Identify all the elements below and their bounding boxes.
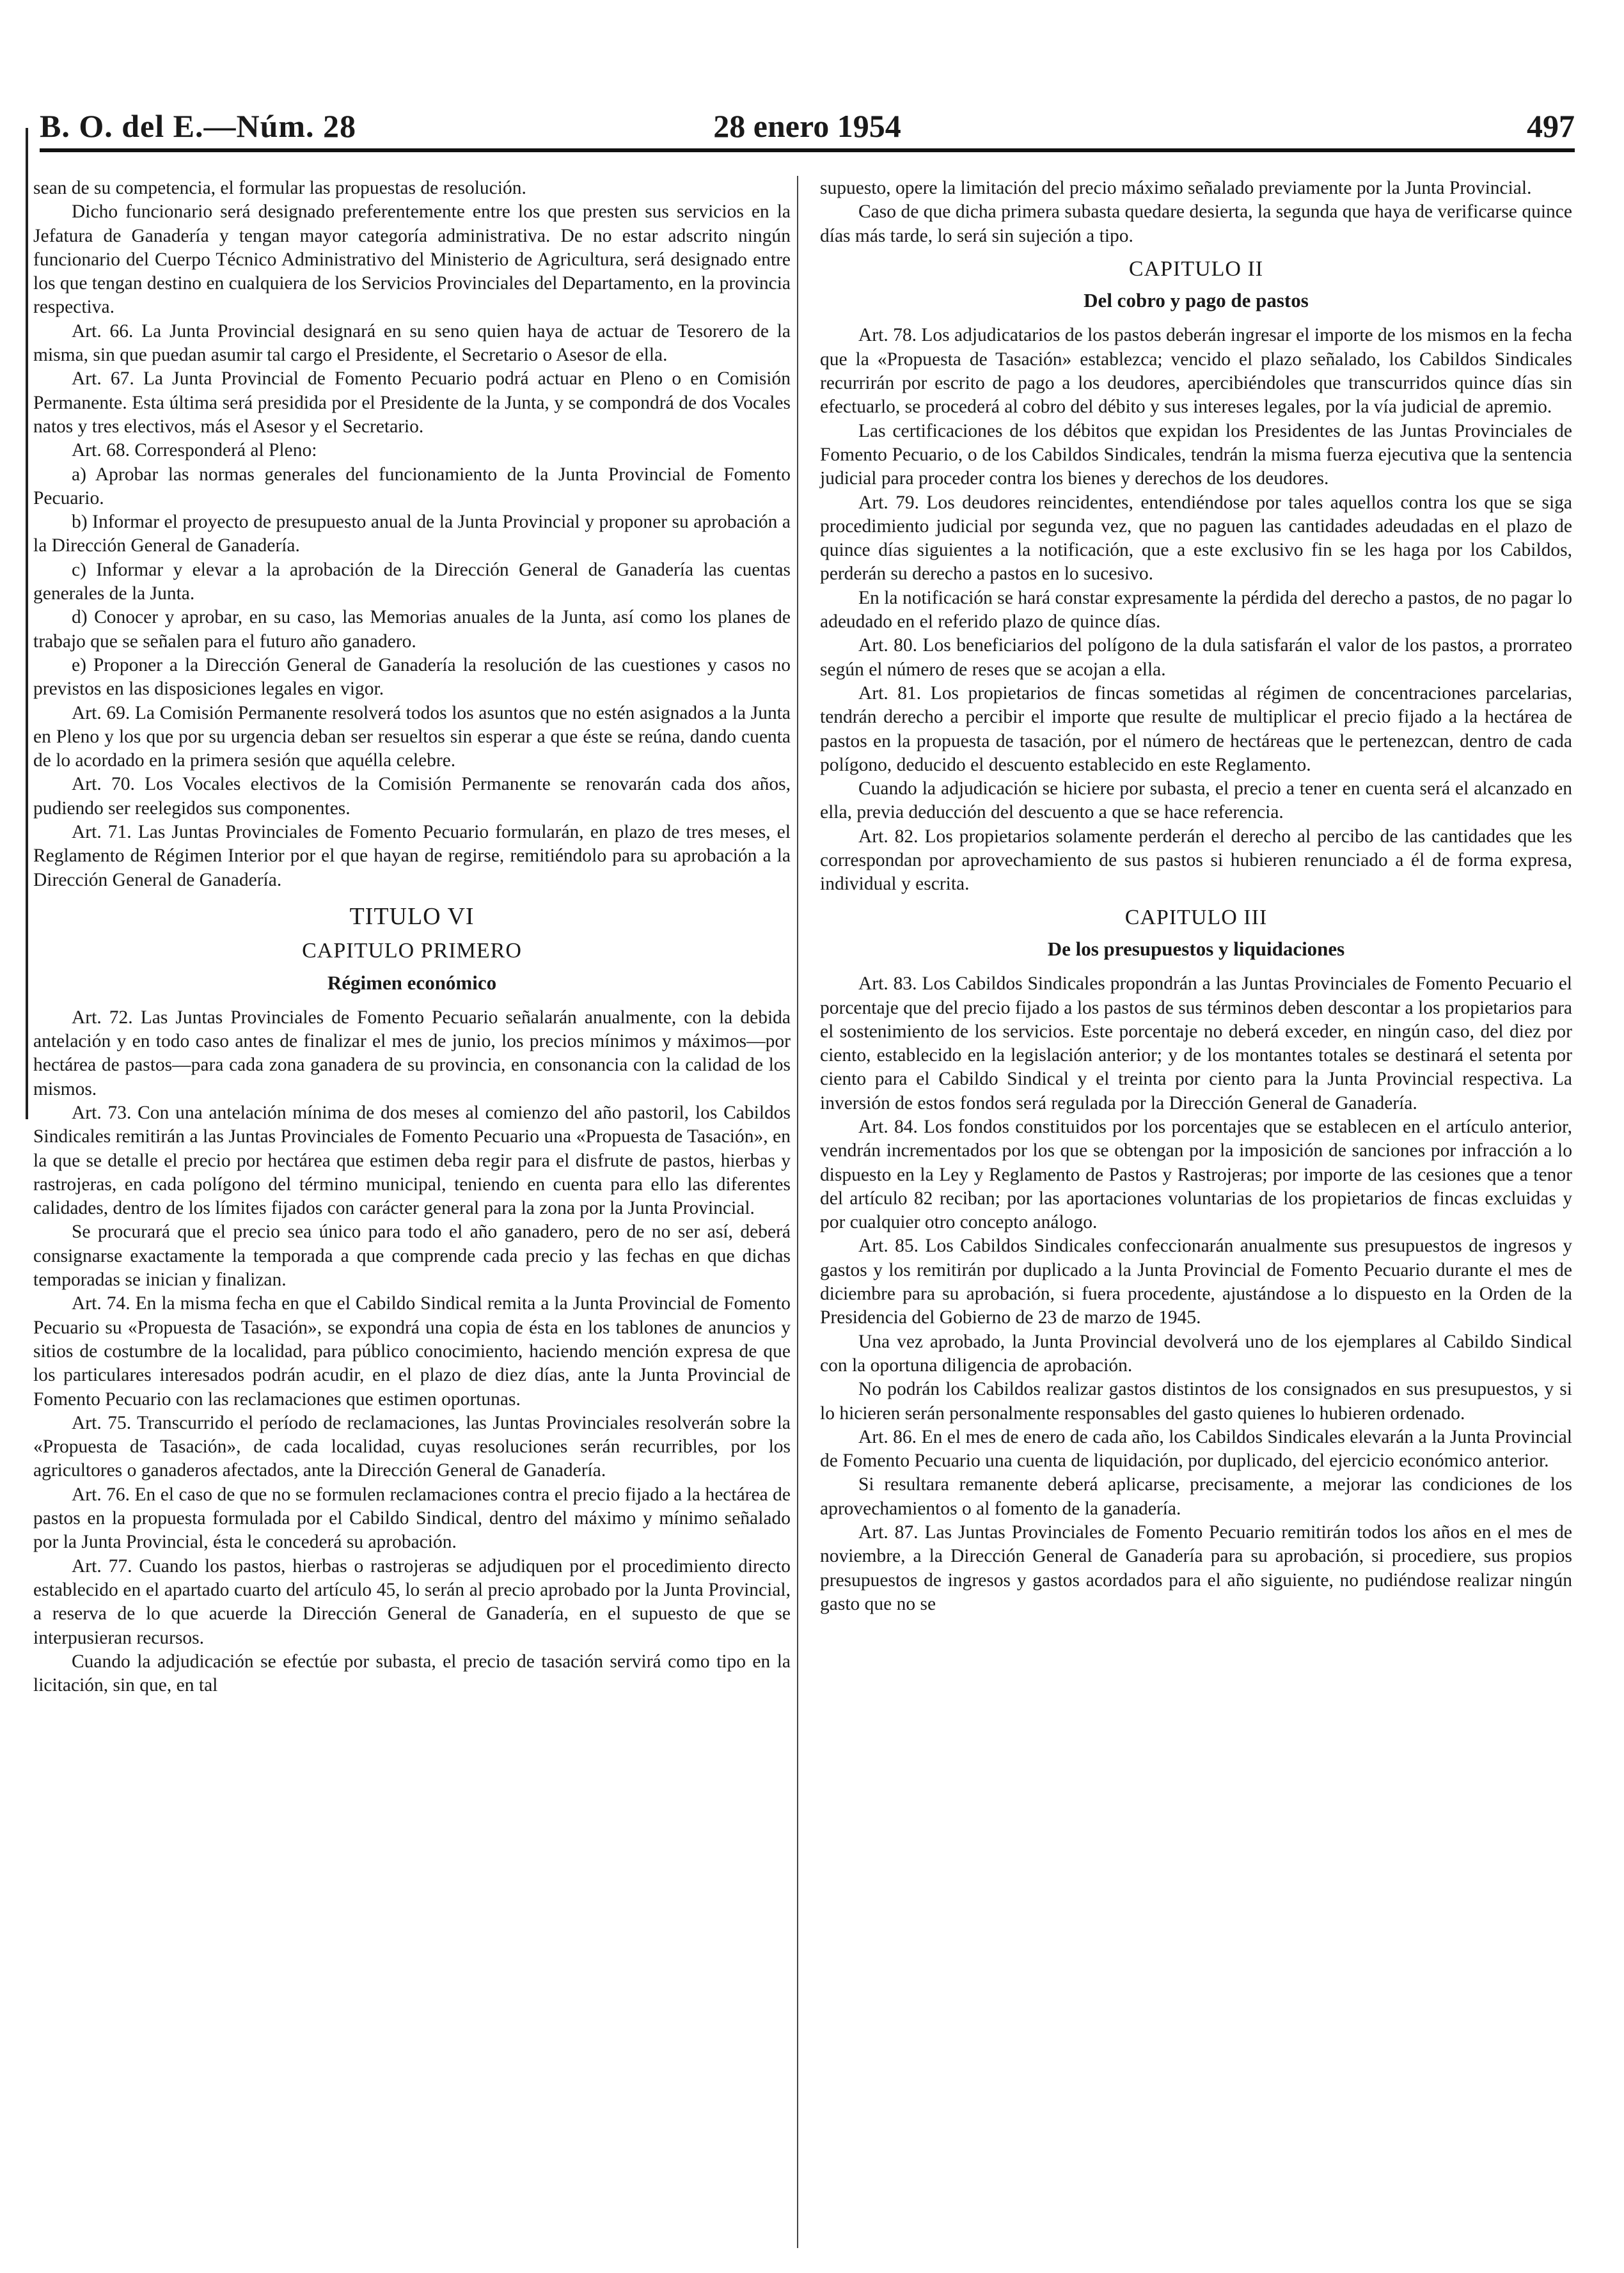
section-heading: Régimen económico	[327, 971, 497, 994]
paragraph: Cuando la adjudicación se efectúe por subasta, el precio de tasación servirá como tipo en la licitación, sin que, en tal	[33, 1651, 791, 1696]
article-70: Art. 70. Los Vocales electivos de la Comisión Permanente se renovarán cada dos años, pudiendo ser reelegidos sus componentes.	[33, 774, 791, 819]
article-83: Art. 83. Los Cabildos Sindicales propondrán a las Juntas Provinciales de Fomento Pecuario el porcentaje que del precio fijado a los pastos de sus términos deben descontar a los propietarios para el sostenimiento de los servicios. Este porcentaje no deberá exceder, en ningún caso, del diez por ciento, establecido en la legislación anterior; y de los montantes totales se destinará el setenta por ciento para el Cabildo Sindical y el treinta por ciento para la Junta Provincial respectiva. La inversión de estos fondos será regulada por la Dirección General de Ganadería.	[820, 973, 1572, 1113]
title-heading: TITULO VI	[349, 902, 475, 930]
section-heading: Del cobro y pago de pastos	[1084, 289, 1309, 312]
article-82: Art. 82. Los propietarios solamente perderán el derecho al percibo de las cantidades que les correspondan por aprovechamiento de sus pastos si hubieren renunciado a él de forma expresa, individual y escrita.	[820, 826, 1572, 895]
paragraph: Caso de que dicha primera subasta quedare desierta, la segunda que haya de verificarse quince días más tarde, lo será sin sujeción a tipo.	[820, 201, 1572, 246]
article-66: Art. 66. La Junta Provincial designará en su seno quien haya de actuar de Tesorero de la misma, sin que puedan asumir tal cargo el Presidente, el Secretario o Asesor de ella.	[33, 320, 791, 366]
article-81: Art. 81. Los propietarios de fincas sometidas al régimen de concentraciones parcelarias, tendrán derecho a percibir el importe que resulte de multiplicar el precio fijado a la hectárea de pastos en la propuesta de tasación, por el número de hectáreas que le pertenezcan, dentro de cada polígono, deducido el descuento establecido en este Reglamento.	[820, 682, 1572, 775]
article-71: Art. 71. Las Juntas Provinciales de Fomento Pecuario formularán, en plazo de tres meses, el Reglamento de Régimen Interior por el que hayan de regirse, remitiéndolo para su aprobación a la Dirección General de Ganadería.	[33, 822, 791, 890]
paragraph: Dicho funcionario será designado preferentemente entre los que presten sus servicios en la Jefatura de Ganadería y tengan mayor categoría administrativa. De no estar adscrito ningún funcionario del Cuerpo Técnico Administrativo del Ministerio de Agricultura, será designado entre los que tengan destino en cualquiera de los Servicios Provinciales del Departamento, en la provincia respectiva.	[33, 201, 791, 318]
article-84: Art. 84. Los fondos constituidos por los porcentajes que se establecen en el artículo anterior, vendrán incrementados por los que se obtengan por la imposición de sanciones por infracción a lo dispuesto en la Ley y Reglamento de Pastos y Rastrojeras; por importe de las cesiones que a tenor del artículo 82 reciban; por las aportaciones voluntarias de los propietarios de fincas excluidas y por cualquier otro concepto análogo.	[820, 1116, 1572, 1233]
article-80: Art. 80. Los beneficiarios del polígono de la dula satisfarán el valor de los pastos, a prorrateo según el número de reses que se acojan a ella.	[820, 635, 1572, 680]
right-column	[820, 177, 1572, 1616]
list-item-b: b) Informar el proyecto de presupuesto anual de la Junta Provincial y proponer su aprobación a la Dirección General de Ganadería.	[33, 512, 791, 556]
chapter-heading: CAPITULO PRIMERO	[302, 939, 522, 963]
article-74: Art. 74. En la misma fecha en que el Cabildo Sindical remita a la Junta Provincial de Fomento Pecuario su «Propuesta de Tasación», se expondrá una copia de ésta en los tablones de anuncios y sitios de costumbre de la localidad, para público conocimiento, haciendo mención expresa de que los particulares interesados podrán acudir, en el plazo de diez días, ante la Junta Provincial de Fomento Pecuario con las reclamaciones que estimen oportunas.	[33, 1293, 791, 1410]
article-79: Art. 79. Los deudores reincidentes, entendiéndose por tales aquellos contra los que se siga procedimiento judicial por segunda vez, que no paguen las cantidades adeudadas en el plazo de quince días siguientes a la notificación, que a este exclusivo fin se les haga por los Cabildos, perderán su derecho a pastos en lo sucesivo.	[820, 492, 1572, 585]
list-item-e: e) Proponer a la Dirección General de Ganadería la resolución de las cuestiones y casos no previstos en las disposiciones legales en vigor.	[33, 654, 791, 700]
list-item-c: c) Informar y elevar a la aprobación de la Dirección General de Ganadería las cuentas generales de la Junta.	[33, 559, 791, 604]
paragraph: Las certificaciones de los débitos que expidan los Presidentes de las Juntas Provinciales de Fomento Pecuario, o de los Cabildos Sindicales, tendrán la misma fuerza ejecutiva que la sentencia judicial para proceder contra los bienes y derechos de los deudores.	[820, 420, 1572, 489]
page-header	[40, 107, 1575, 152]
chapter-heading: CAPITULO III	[1124, 905, 1268, 929]
column-divider	[797, 176, 798, 2248]
paragraph: sean de su competencia, el formular las propuestas de resolución.	[33, 178, 526, 198]
paragraph: En la notificación se hará constar expresamente la pérdida del derecho a pastos, de no pagar lo adeudado en el referido plazo de quince días.	[820, 587, 1572, 633]
margin-rule	[26, 128, 28, 1119]
article-78: Art. 78. Los adjudicatarios de los pastos deberán ingresar el importe de los mismos en la fecha que la «Propuesta de Tasación» establezca; vencido el plazo señalado, los Cabildos Sindicales recurrirán por escrito de pago a los deudores, apercibiéndoles que transcurridos quince días sin efectuarlo, se procederá al cobro del débito y sus intereses legales, por la vía judicial de apremio.	[820, 325, 1572, 418]
page-number: 497	[1527, 108, 1575, 144]
paragraph: Si resultara remanente deberá aplicarse, precisamente, a mejorar las condiciones de los aprovechamientos o al fomento de la ganadería.	[820, 1474, 1572, 1519]
article-73: Art. 73. Con una antelación mínima de dos meses al comienzo del año pastoril, los Cabildos Sindicales remitirán a las Juntas Provinciales de Fomento Pecuario una «Propuesta de Tasación», en la que se detalle el precio por hectárea que estimen deba regir para el disfrute de pastos, hierbas y rastrojeras, en cada polígono del término municipal, teniendo en cuenta para ello las diferentes calidades, dentro de los límites fijados con carácter general para la zona por la Junta Provincial.	[33, 1102, 791, 1219]
bulletin-number: B. O. del E.—Núm. 28	[40, 108, 357, 144]
header-rule	[40, 148, 1575, 152]
chapter-heading: CAPITULO II	[1128, 256, 1264, 281]
article-67: Art. 67. La Junta Provincial de Fomento Pecuario podrá actuar en Pleno o en Comisión Permanente. Esta última será presidida por el Presidente de la Junta, y se compondrá de dos Vocales natos y tres electivos, más el Asesor y el Secretario.	[33, 368, 791, 437]
article-76: Art. 76. En el caso de que no se formulen reclamaciones contra el precio fijado a la hectárea de pastos en la propuesta formulada por el Cabildo Sindical, dentro del máximo y mínimo señalado por la Junta Provincial, ésta le concederá su aprobación.	[33, 1484, 791, 1553]
list-item-d: d) Conocer y aprobar, en su caso, las Memorias anuales de la Junta, así como los planes de trabajo que se señalen para el futuro año ganadero.	[33, 607, 791, 652]
article-85: Art. 85. Los Cabildos Sindicales confeccionarán anualmente sus presupuestos de ingresos y gastos y los remitirán por duplicado a la Junta Provincial de Fomento Pecuario durante el mes de diciembre para su aprobación, si fuera procedente, ajustándose a lo dispuesto en la Orden de la Presidencia del Gobierno de 23 de marzo de 1945.	[820, 1236, 1572, 1328]
paragraph: Una vez aprobado, la Junta Provincial devolverá uno de los ejemplares al Cabildo Sindical con la oportuna diligencia de aprobación.	[820, 1331, 1572, 1376]
paragraph: supuesto, opere la limitación del precio máximo señalado previamente por la Junta Provincial.	[820, 178, 1532, 198]
paragraph: No podrán los Cabildos realizar gastos distintos de los consignados en sus presupuestos, y si lo hicieren serán personalmente responsables del gasto quienes lo hubieren ordenado.	[820, 1379, 1572, 1424]
article-77: Art. 77. Cuando los pastos, hierbas o rastrojeras se adjudiquen por el procedimiento directo establecido en el apartado cuarto del artículo 45, lo serán al precio aprobado por la Junta Provincial, a reserva de lo que acuerde la Dirección General de Ganadería, en el supuesto de que se interpusieran recursos.	[33, 1555, 791, 1648]
article-75: Art. 75. Transcurrido el período de reclamaciones, las Juntas Provinciales resolverán sobre la «Propuesta de Tasación», de cada localidad, cuyas resoluciones serán recurribles, por los agricultores o ganaderos afectados, ante la Dirección General de Ganadería.	[33, 1412, 791, 1481]
article-68: Art. 68. Corresponderá al Pleno:	[72, 440, 317, 461]
paragraph: Cuando la adjudicación se hiciere por subasta, el precio a tener en cuenta será el alcanzado en ella, previa deducción del descuento a que se hace referencia.	[820, 778, 1572, 823]
article-86: Art. 86. En el mes de enero de cada año, los Cabildos Sindicales elevarán a la Junta Provincial de Fomento Pecuario una cuenta de liquidación, por duplicado, del ejercicio económico anterior.	[820, 1426, 1572, 1472]
article-87: Art. 87. Las Juntas Provinciales de Fomento Pecuario remitirán todos los años en el mes de noviembre, a la Dirección General de Ganadería para su aprobación, si procediere, sus propios presupuestos de ingresos y gastos acordados para el año siguiente, no pudiéndose realizar ningún gasto que no se	[820, 1522, 1572, 1614]
issue-date: 28 enero 1954	[713, 108, 901, 144]
article-72: Art. 72. Las Juntas Provinciales de Fomento Pecuario señalarán anualmente, con la debida antelación y en todo caso antes de finalizar el mes de junio, los precios mínimos y máximos—por hectárea de pastos—para cada zona ganadera de su provincia, en consonancia con la calidad de los mismos.	[33, 1007, 791, 1099]
list-item-a: a) Aprobar las normas generales del funcionamiento de la Junta Provincial de Fomento Pecuario.	[33, 464, 791, 508]
section-heading: De los presupuestos y liquidaciones	[1047, 937, 1345, 960]
left-column	[33, 177, 791, 1697]
article-69: Art. 69. La Comisión Permanente resolverá todos los asuntos que no estén asignados a la Junta en Pleno y los que por su urgencia deban ser resueltos sin esperar a que éste se reúna, dando cuenta de lo acordado en la primera sesión que aquélla celebre.	[33, 702, 791, 771]
paragraph: Se procurará que el precio sea único para todo el año ganadero, pero de no ser así, deberá consignarse exactamente la temporada a que comprende cada precio y las fechas en que dichas temporadas se inician y finalizan.	[33, 1222, 791, 1291]
